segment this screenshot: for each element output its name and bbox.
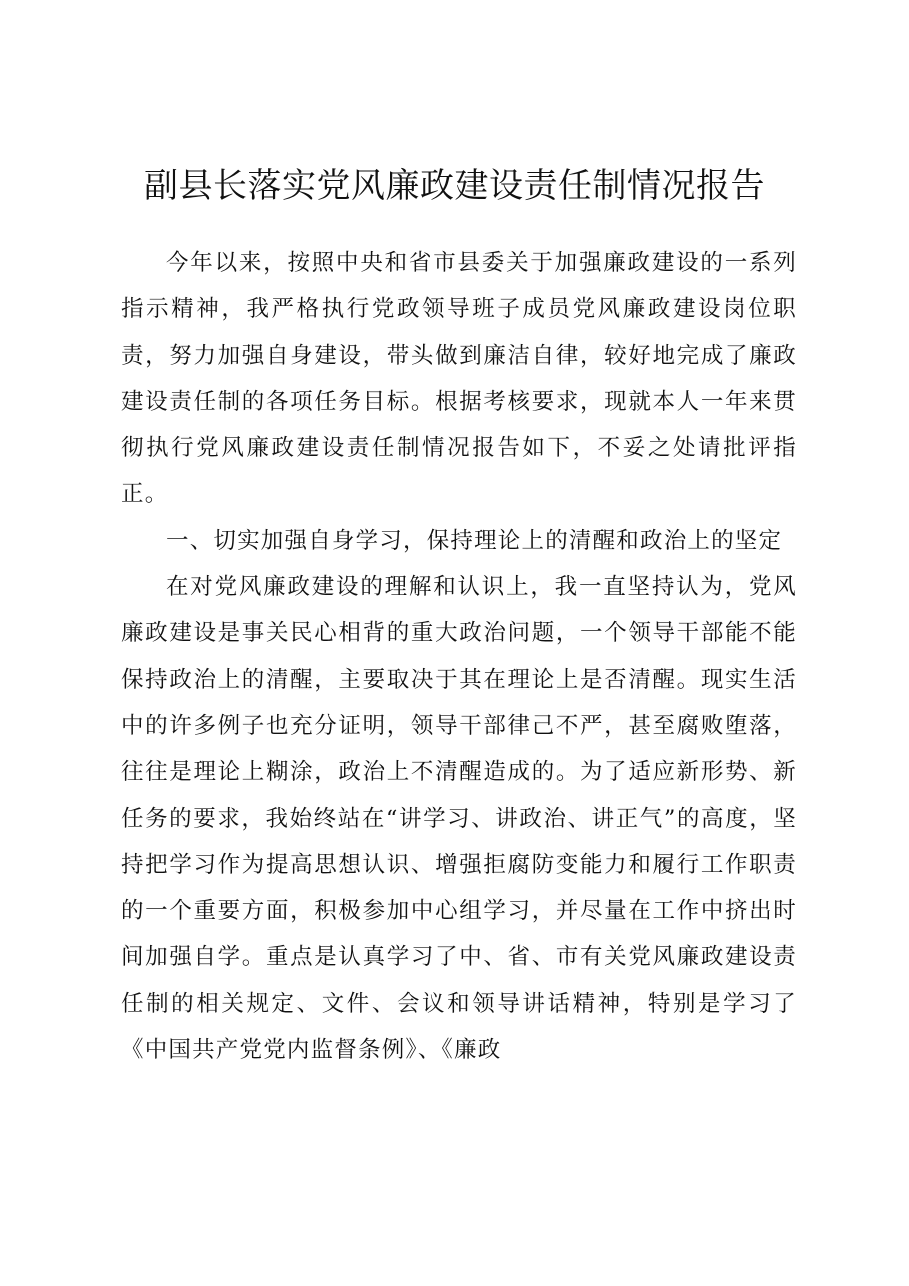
document-body bbox=[121, 240, 797, 1073]
section-paragraph: 在对党风廉政建设的理解和认识上，我一直坚持认为，党风廉政建设是事关民心相背的重大政治问题，一个领导干部能不能保持政治上的清醒，主要取决于其在理论上是否清醒。现实生活中的许多例子也充分证明，领导干部律己不严，甚至腐败堕落，往往是理论上糊涂，政治上不清醒造成的。为了适应新形势、新任务的要求，我始终站在“讲学习、讲政治、讲正气”的高度，坚持把学习作为提高思想认识、增强拒腐防变能力和履行工作职责的一个重要方面，积极参加中心组学习，并尽量在工作中挤出时间加强自学。重点是认真学习了中、省、市有关党风廉政建设责任制的相关规定、文件、会议和领导讲话精神，特别是学习了《中国共产党党内监督条例》、《廉政 bbox=[121, 574, 797, 1064]
intro-paragraph: 今年以来，按照中央和省市县委关于加强廉政建设的一系列指示精神，我严格执行党政领导班子成员党风廉政建设岗位职责，努力加强自身建设，带头做到廉洁自律，较好地完成了廉政建设责任制的各项任务目标。根据考核要求，现就本人一年来贯彻执行党风廉政建设责任制情况报告如下，不妥之处请批评指正。 bbox=[121, 250, 797, 508]
document-title: 副县长落实党风廉政建设责任制情况报告 bbox=[144, 166, 765, 206]
section-heading: 一、切实加强自身学习，保持理论上的清醒和政治上的坚定 bbox=[166, 527, 783, 554]
